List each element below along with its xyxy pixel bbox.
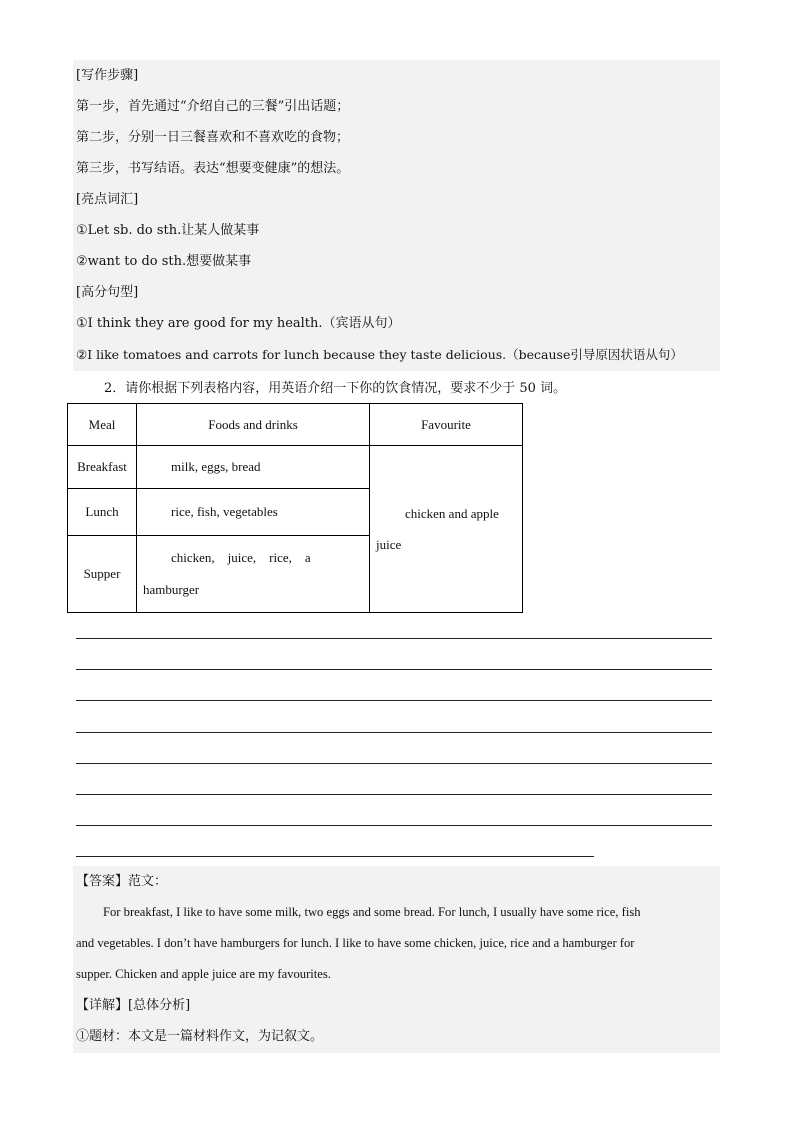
foods-supper-line-1: chicken, juice, rice, a (171, 550, 311, 565)
answer-line-3: supper. Chicken and apple juice are my favourites. (76, 967, 331, 981)
meal-table (67, 403, 523, 613)
writing-line[interactable] (76, 856, 594, 857)
favourite-line-1: chicken and apple (405, 506, 499, 521)
writing-line[interactable] (76, 763, 712, 764)
writing-line[interactable] (76, 794, 712, 795)
detail-item-1: ①题材：本文是一篇材料作文，为记叙文。 (76, 1029, 324, 1044)
step-3: 第三步，书写结语。表达“想要变健康”的想法。 (76, 161, 350, 176)
answer-line-2: and vegetables. I don’t have hamburgers for lunch. I like to have some chicken, juice, rice and a hamburger for (76, 936, 635, 950)
writing-line[interactable] (76, 700, 712, 701)
foods-lunch: rice, fish, vegetables (137, 489, 370, 536)
writing-steps-heading: [写作步骤] (76, 68, 139, 83)
header-meal: Meal (68, 404, 137, 446)
vocab-heading: [亮点词汇] (76, 192, 139, 207)
step-2: 第二步，分别一日三餐喜欢和不喜欢吃的食物； (76, 130, 350, 145)
favourite-line-2: juice (376, 537, 402, 552)
writing-line[interactable] (76, 825, 712, 826)
foods-breakfast: milk, eggs, bread (137, 446, 370, 489)
answer-heading: 【答案】范文： (76, 874, 168, 889)
sentence-item-2: ②I like tomatoes and carrots for lunch because they taste delicious.（because引导原因状语从句） (76, 347, 683, 362)
writing-line[interactable] (76, 669, 712, 670)
table-header-row (68, 404, 523, 446)
step-1: 第一步，首先通过“介绍自己的三餐”引出话题； (76, 99, 350, 114)
sentences-heading: [高分句型] (76, 285, 139, 300)
meal-supper: Supper (68, 536, 137, 613)
foods-supper (137, 536, 370, 613)
vocab-item-1: ①Let sb. do sth.让某人做某事 (76, 223, 260, 238)
table-row (68, 446, 523, 489)
detail-heading: 【详解】[总体分析] (76, 998, 191, 1013)
foods-supper-line-2: hamburger (143, 582, 200, 597)
writing-line[interactable] (76, 638, 712, 639)
header-favourite: Favourite (370, 404, 523, 446)
vocab-item-2: ②want to do sth.想要做某事 (76, 254, 252, 269)
favourite-cell (370, 446, 523, 613)
meal-breakfast: Breakfast (68, 446, 137, 489)
writing-line[interactable] (76, 732, 712, 733)
question-text: 2．请你根据下列表格内容，用英语介绍一下你的饮食情况，要求不少于 50 词。 (104, 381, 567, 396)
header-foods: Foods and drinks (137, 404, 370, 446)
meal-lunch: Lunch (68, 489, 137, 536)
sentence-item-1: ①I think they are good for my health.（宾语从句） (76, 316, 401, 331)
answer-line-1: For breakfast, I like to have some milk, two eggs and some bread. For lunch, I usually have some rice, fish (103, 905, 641, 919)
